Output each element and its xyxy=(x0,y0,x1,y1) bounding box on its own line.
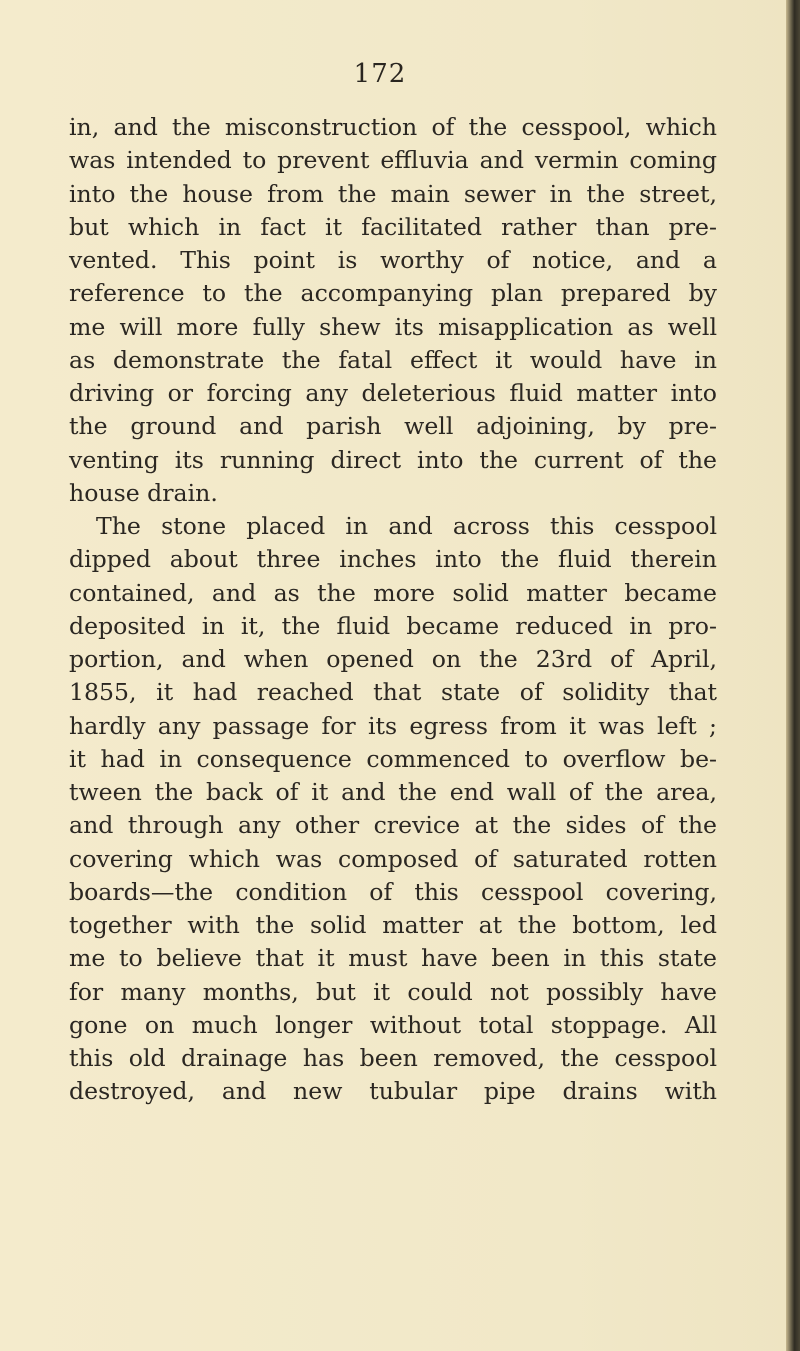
text-line: it had in consequence commenced to overflow be- xyxy=(69,744,717,773)
page-number: 172 xyxy=(353,59,407,89)
text-line: The stone placed in and across this cesspool xyxy=(96,512,717,540)
text-line: in, and the misconstruction of the cesspool, which xyxy=(69,113,717,141)
text-line: into the house from the main sewer in the street, xyxy=(69,179,717,208)
body-text xyxy=(69,111,717,1109)
text-line: contained, and as the more solid matter became xyxy=(69,578,717,607)
text-line: boards—the condition of this cesspool covering, xyxy=(69,877,717,906)
text-line: house drain. xyxy=(69,478,218,507)
text-line: as demonstrate the fatal effect it would have in xyxy=(69,345,717,374)
text-line: tween the back of it and the end wall of the area, xyxy=(69,778,717,806)
text-line: was intended to prevent effluvia and vermin coming xyxy=(69,146,717,175)
text-line: destroyed, and new tubular pipe drains with xyxy=(69,1077,717,1106)
text-line: driving or forcing any deleterious fluid matter into xyxy=(69,379,717,407)
text-line: me to believe that it must have been in this state xyxy=(69,944,717,973)
text-line: venting its running direct into the current of the xyxy=(69,445,717,474)
text-line: 1855, it had reached that state of solidity that xyxy=(69,678,717,707)
text-line: dipped about three inches into the fluid therein xyxy=(69,545,717,574)
text-line: but which in fact it facilitated rather than pre- xyxy=(69,212,717,241)
text-line: the ground and parish well adjoining, by pre- xyxy=(69,412,717,441)
text-line: vented. This point is worthy of notice, and a xyxy=(69,246,717,274)
page-edge-shadow xyxy=(786,0,800,1351)
text-line: gone on much longer without total stoppage. All xyxy=(69,1010,717,1039)
text-line: together with the solid matter at the bottom, led xyxy=(69,911,717,939)
text-line: this old drainage has been removed, the cesspool xyxy=(69,1044,717,1072)
text-line: reference to the accompanying plan prepared by xyxy=(69,279,717,308)
text-line: me will more fully shew its misapplication as well xyxy=(69,312,717,341)
text-line: deposited in it, the fluid became reduced in pro- xyxy=(69,611,717,640)
text-line: for many months, but it could not possibly have xyxy=(69,977,717,1006)
text-line: covering which was composed of saturated rotten xyxy=(69,844,717,873)
text-line: and through any other crevice at the sides of the xyxy=(69,811,717,840)
text-line: portion, and when opened on the 23rd of April, xyxy=(69,645,717,673)
text-line: hardly any passage for its egress from it was left ; xyxy=(69,711,717,740)
